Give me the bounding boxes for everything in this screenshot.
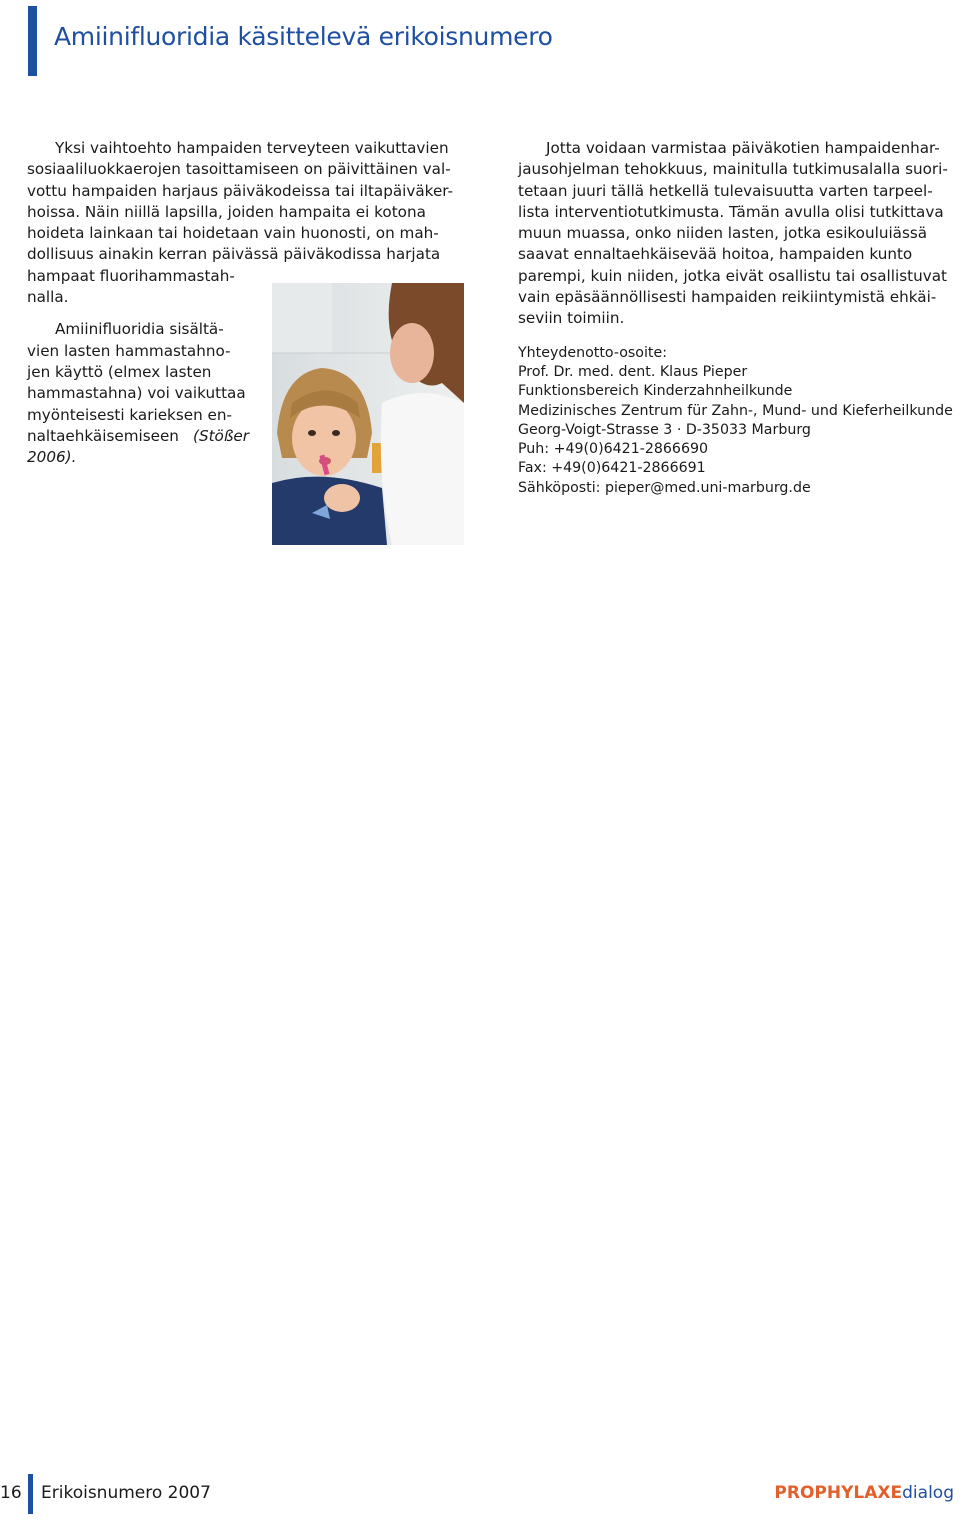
right-paragraph: Jotta voidaan varmistaa päiväkotien hampaidenhar- jausohjelman tehokkuus, mainitulla tutkimusalalla suori- tetaan juuri tällä hetkellä tulevaisuutta varten tarpeel- lista interventiotutkimusta. Tämän avulla olisi tutkittava muun muassa, onko niiden lasten, jotka esikouluiässä saavat ennaltaehkäisevää hoitoa, hampaiden kunto parempi, kuin niiden, jotka eivät osallistu tai osallistuvat vain epäsäännöllisesti hampaiden reikiintymistä ehkäi- seviin toimiin. <box>518 139 948 328</box>
page-title: Amiinifluoridia käsittelevä erikoisnumero <box>54 22 553 51</box>
contact-center: Medizinisches Zentrum für Zahn-, Mund- und Kieferheilkunde <box>518 402 953 419</box>
contact-block <box>518 344 954 498</box>
contact-email[interactable]: Sähköposti: pieper@med.uni-marburg.de <box>518 479 811 496</box>
brand-part-2: dialog <box>902 1483 954 1503</box>
contact-name: Prof. Dr. med. dent. Klaus Pieper <box>518 363 748 380</box>
header-accent-bar <box>28 6 37 76</box>
left-paragraph-2: Amiinifluoridia sisältä- vien lasten hammastahno- jen käyttö (elmex lasten hammastahna) voi vaikuttaa myönteisesti karieksen en- naltaehkäisemiseen (Stößer 2006). <box>27 320 249 467</box>
contact-address: Georg-Voigt-Strasse 3 · D-35033 Marburg <box>518 421 811 438</box>
brand-part-1: PROPHYLAXE <box>774 1483 903 1503</box>
footer-issue: Erikoisnumero 2007 <box>41 1483 211 1503</box>
right-column <box>518 138 954 498</box>
contact-fax: Fax: +49(0)6421-2866691 <box>518 460 706 477</box>
contact-department: Funktionsbereich Kinderzahnheilkunde <box>518 383 793 400</box>
footer-accent-bar <box>28 1474 33 1514</box>
contact-phone: Puh: +49(0)6421-2866690 <box>518 441 709 458</box>
page-number: 16 <box>0 1483 22 1503</box>
contact-heading: Yhteydenotto-osoite: <box>518 344 667 361</box>
brand-logo <box>774 1483 954 1503</box>
left-paragraph-1: Yksi vaihtoehto hampaiden terveyteen vaikuttavien sosiaaliluokkaerojen tasoittamiseen on päivittäinen val- vottu hampaiden harjaus päiväkodeissa tai iltapäiväker- hoissa. Näin niillä lapsilla, joiden hampaita ei kotona hoideta lainkaan tai hoidetaan vain huonosti, on mah- dollisuus ainakin kerran päivässä päiväkodissa harjata hampaat fluorihammastah- nalla. <box>27 139 454 307</box>
citation: (Stößer 2006). <box>27 426 249 467</box>
photo-child-brushing-teeth <box>272 283 464 545</box>
